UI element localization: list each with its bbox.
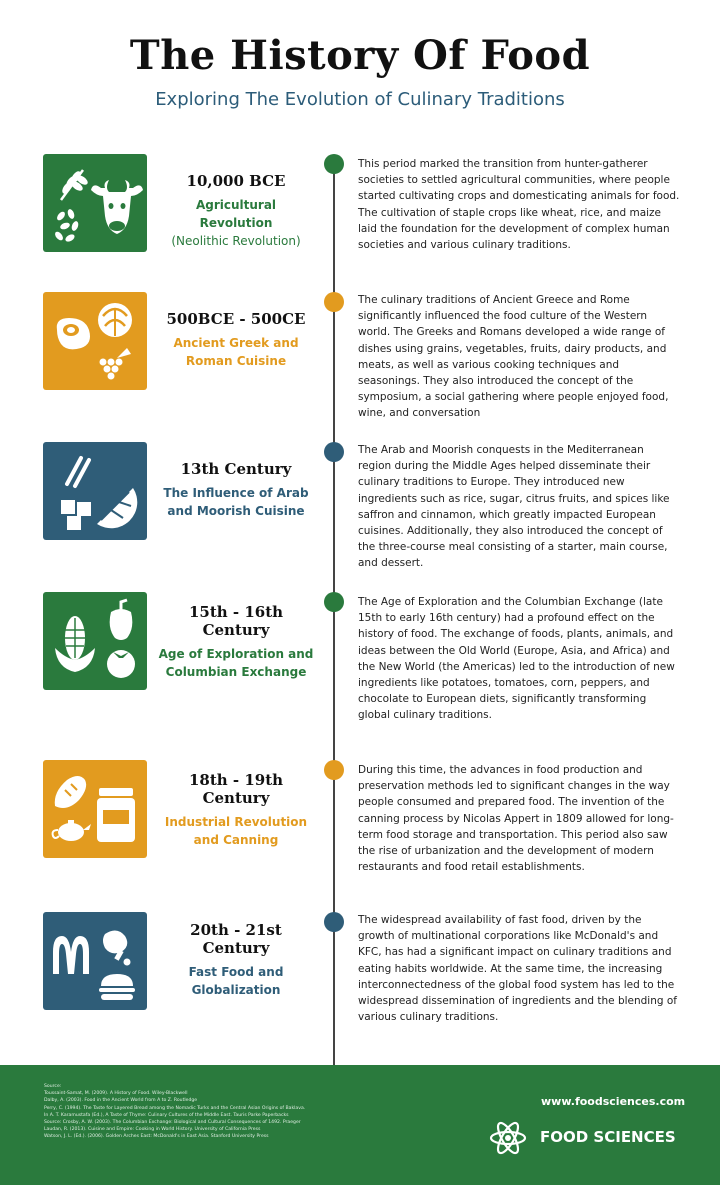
- cinnamon-icon: [67, 458, 89, 486]
- timeline-dot: [324, 760, 344, 780]
- source-line: Source: Crosby, A. W. (2003). The Columbian Exchange: Biological and Cultural Consequences of 1492. Praeger: [44, 1120, 301, 1126]
- footer: [0, 1065, 720, 1185]
- grapes-icon: [100, 348, 132, 380]
- source-line: Laudan, R. (2013). Cuisine and Empire: Cooking in World History. University of California Press: [44, 1127, 261, 1133]
- cabbage-icon: [98, 303, 132, 337]
- pepper-icon: [110, 600, 133, 640]
- era-label: Fast Food and Globalization: [188, 965, 284, 997]
- source-line: Source:: [44, 1084, 62, 1089]
- era-heading: [158, 460, 314, 520]
- era-icon-tile: [43, 442, 147, 540]
- era-label: Agricultural Revolution: [195, 198, 277, 230]
- fast-food-logo-icon: [53, 936, 89, 974]
- era-label: The Influence of Arab and Moorish Cuisine: [163, 486, 309, 518]
- source-line: Perry, C. (1994). The Taste for Layered Bread among the Nomadic Turks and the Central Asian Origins of Baklava.: [44, 1105, 306, 1111]
- teapot-icon: [53, 820, 91, 841]
- cow-icon: [91, 180, 143, 234]
- website-link[interactable]: www.foodsciences.com: [541, 1095, 686, 1108]
- brand-name: FOOD SCIENCES: [540, 1128, 676, 1146]
- era-heading: [158, 310, 314, 370]
- era-year: 10,000 BCE: [186, 172, 286, 190]
- era-heading: [158, 921, 314, 999]
- era-label: Ancient Greek and Roman Cuisine: [173, 336, 299, 368]
- tomato-icon: [107, 650, 135, 678]
- source-line: In A. T. Karamustafa (Ed.), A Taste of Thyme: Culinary Cultures of the Middle East. Tauris Parke Paperbacks: [44, 1112, 289, 1118]
- era-year: 500BCE - 500CE: [166, 310, 306, 328]
- era-description: This period marked the transition from hunter-gatherer societies to settled agricultural communities, where people started cultivating crops and domesticating animals for food. The cultivation of staple crops like wheat, rice, and maize laid the foundation for the development of complex human societies and various culinary traditions.: [358, 158, 680, 252]
- era-year: 15th - 16th Century: [188, 603, 284, 639]
- era-icon-tile: [43, 292, 147, 390]
- timeline-dot: [324, 154, 344, 174]
- jar-icon: [97, 788, 135, 842]
- era-icon-tile: [43, 912, 147, 1010]
- era-description: The Age of Exploration and the Columbian Exchange (late 15th to early 16th century) had a profound effect on the history of food. The exchange of foods, plants, animals, and ideas between the Old World (Europe, Asia, and Africa) and the New World (the Americas) led to the introduction of new ingredients like potatoes, tomatoes, corn, peppers, and chocolate to European diets, significantly transforming global culinary traditions.: [358, 596, 675, 722]
- timeline-dot: [324, 592, 344, 612]
- page-subtitle: Exploring The Evolution of Culinary Traditions: [155, 89, 565, 110]
- era-heading: [158, 603, 314, 681]
- era-description: The culinary traditions of Ancient Greece and Rome significantly influenced the food culture of the Western world. The Greeks and Romans developed a wide range of dishes using grains, vegetables, fruits, dairy products, and meats, as well as various cooking techniques and seasonings. They also introduced the concept of the symposium, a social gathering where people enjoyed food, wine, and conversation: [358, 294, 669, 420]
- timeline-dot: [324, 912, 344, 932]
- corn-icon: [55, 616, 95, 672]
- era-label: Age of Exploration and Columbian Exchange: [158, 647, 314, 679]
- era-year: 13th Century: [180, 460, 292, 478]
- era-icon-tile: [43, 154, 147, 252]
- timeline-dot: [324, 442, 344, 462]
- wheat-icon: [61, 170, 89, 200]
- era-label: Industrial Revolution and Canning: [164, 815, 308, 847]
- bread-icon: [55, 776, 86, 808]
- era-heading: [158, 771, 314, 849]
- page-title: The History Of Food: [129, 32, 591, 79]
- atom-logo-icon: [488, 1118, 528, 1158]
- era-description: The Arab and Moorish conquests in the Mediterranean region during the Middle Ages helped disseminate their culinary traditions to Europe. They introduced new ingredients such as rice, sugar, citrus fruits, and spices like saffron and cinnamon, which greatly impacted European cuisines. Additionally, they also introduced the concept of the three-course meal consisting of a starter, main course, and dessert.: [358, 444, 670, 570]
- era-sublabel: (Neolithic Revolution): [171, 234, 301, 248]
- source-line: Watson, J. L. (Ed.). (2006). Golden Arches East: McDonald's in East Asia. Stanford University Press: [44, 1134, 269, 1140]
- era-icon-tile: [43, 592, 147, 690]
- sugar-cubes-icon: [61, 500, 91, 530]
- source-line: Toussaint-Samat, M. (2009). A History of Food. Wiley-Blackwell: [44, 1091, 188, 1097]
- citrus-icon: [97, 488, 137, 528]
- steak-icon: [57, 318, 90, 349]
- sources-list: [44, 1083, 414, 1141]
- fried-chicken-icon: [103, 930, 131, 965]
- era-year: 20th - 21st Century: [190, 921, 282, 957]
- timeline-dot: [324, 292, 344, 312]
- burger-icon: [99, 974, 135, 1000]
- era-description: The widespread availability of fast food, driven by the growth of multinational corporations like McDonald's and KFC, has had a significant impact on culinary traditions and eating habits worldwide. At the same time, the increasing interconnectedness of the global food system has led to the widespread dissemination of ingredients and the blending of various culinary traditions.: [358, 914, 677, 1024]
- grains-icon: [53, 208, 79, 243]
- era-heading: [158, 172, 314, 250]
- era-icon-tile: [43, 760, 147, 858]
- source-line: Dalby, A. (2003). Food in the Ancient World from A to Z. Routledge: [44, 1098, 198, 1104]
- era-year: 18th - 19th Century: [188, 771, 284, 807]
- era-description: During this time, the advances in food production and preservation methods led to significant changes in the way people consumed and prepared food. The invention of the canning process by Nicolas Appert in 1809 allowed for long-term food storage and transportation. This period also saw the rise of urbanization and the development of modern restaurants and food retail establishments.: [358, 764, 674, 874]
